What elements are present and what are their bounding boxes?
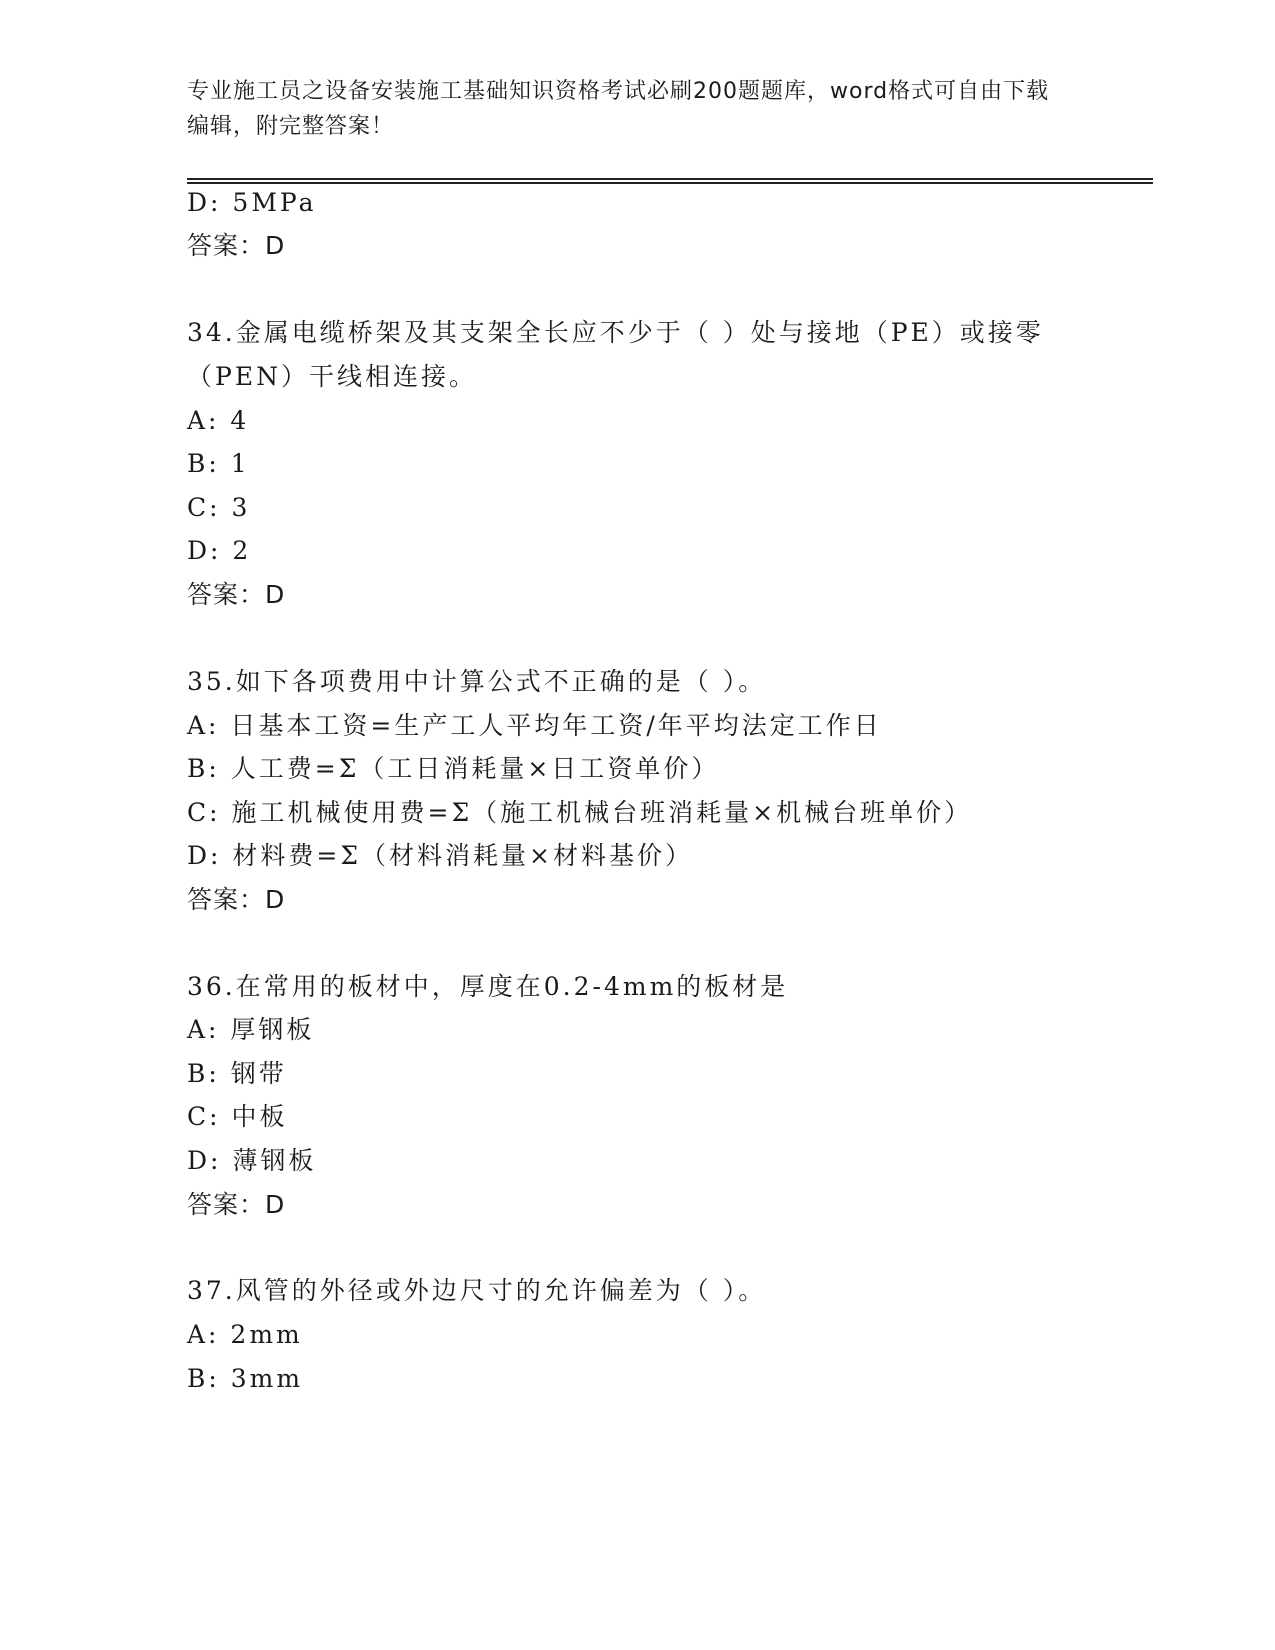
q36-option-a: A: 厚钢板 <box>187 1015 315 1044</box>
q36-answer: 答案：D <box>187 1190 286 1219</box>
q35-option-d: D: 材料费=Σ（材料消耗量×材料基价） <box>187 841 693 870</box>
q34-stem-line2: （PEN）干线相连接。 <box>187 362 477 391</box>
q35-option-a: A: 日基本工资=生产工人平均年工资/年平均法定工作日 <box>187 711 882 740</box>
q35-answer: 答案：D <box>187 885 286 914</box>
prev-answer: 答案：D <box>187 231 286 260</box>
q35-stem-line1: 35.如下各项费用中计算公式不正确的是（ ）。 <box>187 667 767 696</box>
q34-option-b: B: 1 <box>187 449 250 478</box>
q35-option-b: B: 人工费=Σ（工日消耗量×日工资单价） <box>187 754 720 783</box>
q34-stem-line1: 34.金属电缆桥架及其支架全长应不少于（ ）处与接地（PE）或接零 <box>187 318 1044 347</box>
q37-stem-line1: 37.风管的外径或外边尺寸的允许偏差为（ ）。 <box>187 1276 767 1305</box>
q37-option-a: A: 2mm <box>187 1320 303 1349</box>
prev-option-d: D: 5MPa <box>187 188 317 217</box>
q34-option-a: A: 4 <box>187 406 250 435</box>
q36-option-c: C: 中板 <box>187 1102 288 1131</box>
header-double-rule <box>187 178 1153 184</box>
q36-stem-line1: 36.在常用的板材中，厚度在0.2-4mm的板材是 <box>187 972 789 1001</box>
q35-option-c: C: 施工机械使用费=Σ（施工机械台班消耗量×机械台班单价） <box>187 798 973 827</box>
q34-answer: 答案：D <box>187 580 286 609</box>
q36-option-b: B: 钢带 <box>187 1059 287 1088</box>
q34-option-d: D: 2 <box>187 536 252 565</box>
q36-option-d: D: 薄钢板 <box>187 1146 317 1175</box>
q37-option-b: B: 3mm <box>187 1364 304 1393</box>
document-header-text: 专业施工员之设备安装施工基础知识资格考试必刷200题题库，word格式可自由下载编辑，附完整答案！ <box>187 79 1050 139</box>
q34-option-c: C: 3 <box>187 493 251 522</box>
